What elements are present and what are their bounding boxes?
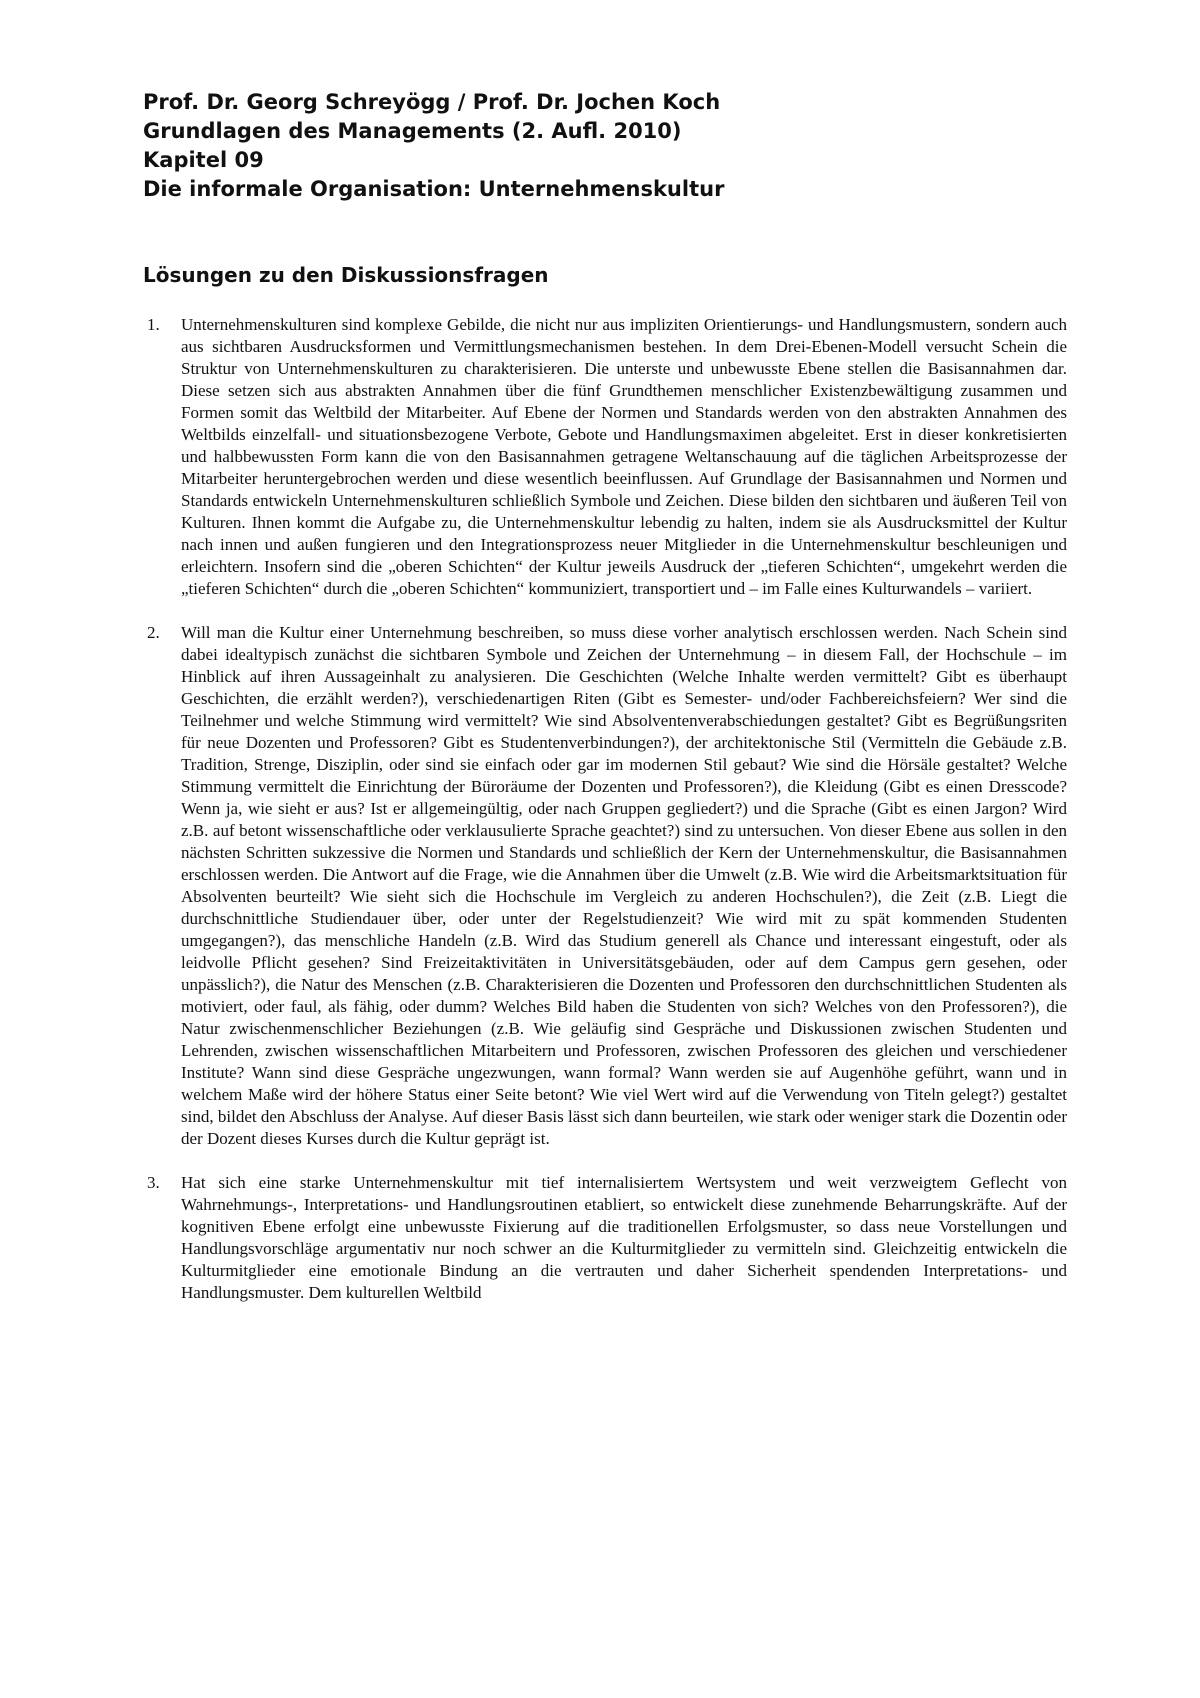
section-heading: Lösungen zu den Diskussionsfragen <box>143 263 549 287</box>
answer-number: 2. <box>147 623 160 642</box>
answer-text: Will man die Kultur einer Unternehmung beschreiben, so muss diese vorher analytisch erschlossen werden. Nach Schein sind dabei idealtypisch zunächst die sichtbaren Symbole und Zeichen der Unternehmung – in diesem Fall, der Hochschule – im Hinblick auf ihren Aussageinhalt zu analysieren. Die Geschichten (Welche Inhalte werden vermittelt? Gibt es überhaupt Geschichten, die erzählt werden?), verschiedenartigen Riten (Gibt es Semester- und/oder Fachbereichsfeiern? Wer sind die Teilnehmer und welche Stimmung wird vermittelt? Wie sind Absolventenverabschiedungen gestaltet? Gibt es Begrüßungsriten für neue Dozenten und Professoren? Gibt es Studentenverbindungen?), der architektonische Stil (Vermitteln die Gebäude z.B. Tradition, Strenge, Disziplin, oder sind sie einfach oder gar im modernen Stil gebaut? Wie sind die Hörsäle gestaltet? Welche Stimmung vermittelt die Einrichtung der Büroräume der Dozenten und Professoren?), die Kleidung (Gibt es einen Dresscode? Wenn ja, wie sieht er aus? Ist er allgemeingültig, oder nach Gruppen gegliedert?) und die Sprache (Gibt es einen Jargon? Wird z.B. auf betont wissenschaftliche oder verklausulierte Sprache geachtet?) sind zu untersuchen. Von dieser Ebene aus sollen in den nächsten Schritten sukzessive die Normen und Standards und schließlich der Kern der Unternehmenskultur, die Basisannahmen erschlossen werden. Die Antwort auf die Frage, wie die Annahmen über die Umwelt (z.B. Wie wird die Arbeitsmarktsituation für Absolventen beurteilt? Wie sieht sich die Hochschule im Vergleich zu anderen Hochschulen?), die Zeit (z.B. Liegt die durchschnittliche Studiendauer über, oder unter der Regelstudienzeit? Wie wird mit zu spät kommenden Studenten umgegangen?), das menschliche Handeln (z.B. Wird das Studium generell als Chance und interessant eingestuft, oder als leidvolle Pflicht gesehen? Sind Freizeitaktivitäten in Universitätsgebäuden, oder auf dem Campus gern gesehen, oder unpässlich?), die Natur des Menschen (z.B. Charakterisieren die Dozenten und Professoren den durchschnittlichen Studenten als motiviert, oder faul, als fähig, oder dumm? Welches Bild haben die Studenten von sich? Welches von den Professoren?), die Natur zwischenmenschlicher Beziehungen (z.B. Wie geläufig sind Gespräche und Diskussionen zwischen Studenten und Lehrenden, zwischen wissenschaftlichen Mitarbeitern und Professoren, zwischen Professoren des gleichen und verschiedener Institute? Wann sind diese Gespräche ungezwungen, wann formal? Wann werden sie auf Augenhöhe geführt, wann und in welchem Maße wird der höhere Status einer Seite betont? Wie viel Wert wird auf die Verwendung von Titeln gelegt?) gestaltet sind, bildet den Abschluss der Analyse. Auf dieser Basis lässt sich dann beurteilen, wie stark oder weniger stark die Dozentin oder der Dozent dieses Kurses durch die Kultur geprägt ist. <box>181 623 1067 1148</box>
chapter-title-line: Die informale Organisation: Unternehmenskultur <box>143 177 725 201</box>
answer-number: 1. <box>147 315 160 334</box>
answer-text: Hat sich eine starke Unternehmenskultur mit tief internalisiertem Wertsystem und weit verzweigtem Geflecht von Wahrnehmungs-, Interpretations- und Handlungsroutinen etabliert, so entwickelt diese zunehmende Beharrungskräfte. Auf der kognitiven Ebene erfolgt eine unbewusste Fixierung auf die traditionellen Erfolgsmuster, so dass neue Vorstellungen und Handlungsvorschläge argumentativ nur noch schwer an die Kulturmitglieder zu vermitteln sind. Gleichzeitig entwickeln die Kulturmitglieder eine emotionale Bindung an die vertrauten und daher Sicherheit spendenden Interpretations- und Handlungsmuster. Dem kulturellen Weltbild <box>181 1173 1067 1302</box>
answers-list <box>143 314 1067 1326</box>
answer-number: 3. <box>147 1173 160 1192</box>
answer-item-1 <box>143 314 1067 600</box>
document-header <box>143 88 1073 204</box>
authors-line: Prof. Dr. Georg Schreyögg / Prof. Dr. Jochen Koch <box>143 90 721 114</box>
answer-text: Unternehmenskulturen sind komplexe Gebilde, die nicht nur aus impliziten Orientierungs- und Handlungsmustern, sondern auch aus sichtbaren Ausdrucksformen und Vermittlungsmechanismen bestehen. In dem Drei-Ebenen-Modell versucht Schein die Struktur von Unternehmenskulturen zu charakterisieren. Die unterste und unbewusste Ebene stellen die Basisannahmen dar. Diese setzen sich aus abstrakten Annahmen über die fünf Grundthemen menschlicher Existenzbewältigung zusammen und Formen somit das Weltbild der Mitarbeiter. Auf Ebene der Normen und Standards werden von den abstrakten Annahmen des Weltbilds einzelfall- und situationsbezogene Verbote, Gebote und Handlungsmaximen abgeleitet. Erst in dieser konkretisierten und halbbewussten Form kann die von den Basisannahmen getragene Weltanschauung auf die täglichen Arbeitsprozesse der Mitarbeiter heruntergebrochen werden und diese wesentlich beeinflussen. Auf Grundlage der Basisannahmen und Normen und Standards entwickeln Unternehmenskulturen schließlich Symbole und Zeichen. Diese bilden den sichtbaren und äußeren Teil von Kulturen. Ihnen kommt die Aufgabe zu, die Unternehmenskultur lebendig zu halten, indem sie als Ausdrucksmittel der Kultur nach innen und außen fungieren und den Integrationsprozess neuer Mitglieder in die Unternehmenskultur beschleunigen und erleichtern. Insofern sind die „oberen Schichten“ der Kultur jeweils Ausdruck der „tieferen Schichten“, umgekehrt werden die „tieferen Schichten“ durch die „oberen Schichten“ kommuniziert, transportiert und – im Falle eines Kulturwandels – variiert. <box>181 315 1067 598</box>
book-title-line: Grundlagen des Managements (2. Aufl. 2010) <box>143 119 682 143</box>
answer-item-2 <box>143 622 1067 1150</box>
answer-item-3 <box>143 1172 1067 1304</box>
chapter-number-line: Kapitel 09 <box>143 148 264 172</box>
